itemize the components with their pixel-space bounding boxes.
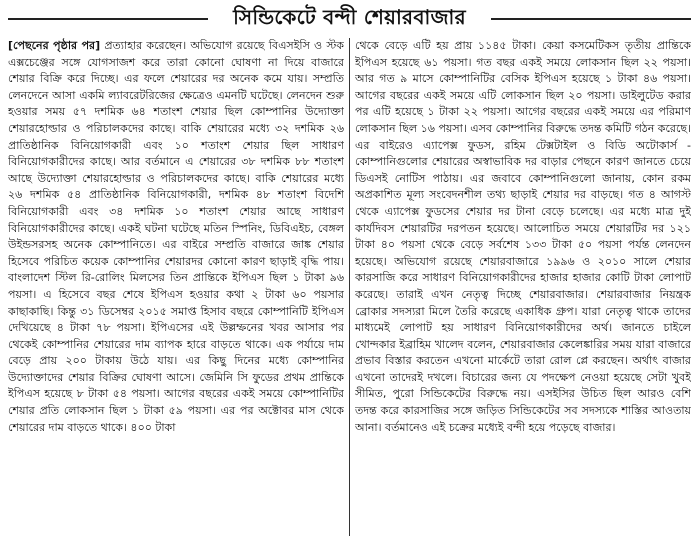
continued-kicker: [পেছনের পৃষ্ঠার পর] xyxy=(8,39,101,52)
article-columns xyxy=(8,38,691,536)
paragraph-left xyxy=(8,38,344,436)
headline-bar xyxy=(0,4,699,34)
column-divider xyxy=(349,38,350,536)
headline-rule-left xyxy=(8,18,208,20)
headline: সিন্ডিকেটে বন্দী শেয়ারবাজার xyxy=(225,3,474,36)
article-column-left xyxy=(8,38,344,536)
article-column-right xyxy=(355,38,691,536)
column-left-text: প্রত্যাহার করেছেন। অভিযোগ রয়েছে বিএসইসি ও স্টক এক্সচেঞ্জের সঙ্গে যোগসাজশ করে তারা কোনো ঘোষণা না দিয়ে বাজারে শেয়ার বিক্রি করে দিচ্ছে। এর ফলে শেয়ারের দর অনেক কমে যায়। সম্প্রতি লেনদেনে আসা একমি ল্যাবরেটরিজের ক্ষেত্রেও এমনটি ঘটেছে। লেনদেন শুরু হওয়ার সময় ৫৭ দশমিক ৬৪ শতাংশ শেয়ার ছিল কোম্পানির উদ্যোক্তা শেয়ারহোল্ডার ও পরিচালকদের কাছে। বাকি শেয়ারের মধ্যে ৩২ দশমিক ২৬ প্রাতিষ্ঠানিক বিনিয়োগকারী এবং ১০ শতাংশ শেয়ার ছিল সাধারণ বিনিয়োগকারীদের কাছে। আর বর্তমানে এ শেয়ারের ৩৮ দশমিক ৮৮ শতাংশ আছে উদ্যোক্তা শেয়ারহোল্ডার ও পরিচালকদের কাছে। বাকি শেয়ারের মধ্যে ২৬ দশমিক ৫৪ প্রাতিষ্ঠানিক বিনিয়োগকারী, দশমিক ৪৮ শতাংশ বিদেশি বিনিয়োগকারী এবং ৩৪ দশমিক ১০ শতাংশ শেয়ার আছে সাধারণ বিনিয়োগকারীদের কাছে। একই ঘটনা ঘটেছে মতিন স্পিনিং, ডিবিএইচ, বেঙ্গল উইন্ডসরসহ অনেক কোম্পানিতে। এর বাইরে সম্প্রতি বাজারে জাঙ্ক শেয়ার হিসেবে পরিচিত কয়েক কোম্পানির শেয়ারদর কোনো কারণ ছাড়াই বৃদ্ধি পায়। বাংলাদেশ স্টিল রি-রোলিং মিলসের তিন প্রান্তিকে ইপিএস ছিল ১ টাকা ৯৬ পয়সা। এ হিসেবে বছর শেষে ইপিএস হওয়ার কথা ২ টাকা ৬০ পয়সার কাছাকাছি। কিন্তু ৩১ ডিসেম্বর ২০১৫ সমাপ্ত হিসাব বছরে কোম্পানিটি ইপিএস দেখিয়েছে ৪ টাকা ৭৮ পয়সা। ইপিএসের এই উল্লম্ফনের খবর আসার পর থেকেই কোম্পানির শেয়ারের দাম ব্যাপক হারে বাড়তে থাকে। এক পর্যায়ে দাম বেড়ে প্রায় ২০০ টাকায় উঠে যায়। এর কিছু দিনের মধ্যে কোম্পানির উদ্যোক্তাদের শেয়ার বিক্রির ঘোষণা আসে। জেমিনি সি ফুডের প্রথম প্রান্তিকে ইপিএস হয়েছে ৮ টাকা ৫৪ পয়সা। আগের বছরের একই সময়ে কোম্পানিটির শেয়ার প্রতি লোকসান ছিল ১ টাকা ৫৯ পয়সা। এর পর অক্টোবর মাস থেকে শেয়ারের দাম বাড়তে থাকে। ৪০০ টাকা xyxy=(8,39,344,434)
headline-rule-right xyxy=(491,18,691,20)
column-right-text: থেকে বেড়ে এটি হয় প্রায় ১১৪৫ টাকা। কেয়া কসমেটিকস তৃতীয় প্রান্তিকে ইপিএস হয়েছে ৬১ পয়সা। গত বছর একই সময়ে লোকসান ছিল ২২ পয়সা। আর গত ৯ মাসে কোম্পানিটির বেসিক ইপিএস হয়েছে ১ টাকা ৪৬ পয়সা। আগের বছরের একই সময়ে এটি লোকসান ছিল ২০ পয়সা। ডাইলুটেড করার পর এটি হয়েছে ১ টাকা ২২ পয়সা। আগের বছরের একই সময়ে এর পরিমাণ লোকসান ছিল ১৬ পয়সা। এসব কোম্পানির বিরুদ্ধে তদন্ত কমিটি গঠন করেছে। এর বাইরেও এ্যাপেক্স ফুডস, রহিম টেক্সটাইল ও বিডি অটোকার্স - কোম্পানিগুলোর শেয়ারের অস্বাভাবিক দর বাড়ার পেছনে কারণ জানতে চেয়ে ডিএসই নোটিস পাঠায়। এর জবাবে কোম্পানিগুলো জানায়, কোন রকম অপ্রকাশিত মূল্য সংবেদনশীল তথ্য ছাড়াই শেয়ার দর বাড়ছে। গত ৪ আগস্ট থেকে এ্যাপেক্স ফুডসের শেয়ার দর টানা বেড়ে চলেছে। এর মধ্যে মাত্র দুই কার্যদিবস শেয়ারটির দরপতন হয়েছে। আলোচিত সময়ে শেয়ারটির দর ১২১ টাকা ৪০ পয়সা থেকে বেড়ে সর্বশেষ ১৩৩ টাকা ৫০ পয়সা পর্যন্ত লেনদেন হয়েছে। অভিযোগ রয়েছে শেয়ারবাজারে ১৯৯৬ ও ২০১০ সালে শেয়ার কারসাজি করে সাধারণ বিনিয়োগকারীদের হাজার হাজার কোটি টাকা লোপাট করেছে। তারাই এখন নেতৃত্ব দিচ্ছে শেয়ারবাজার। শেয়ারবাজার নিয়ন্ত্রক ব্রোকার সদস্যরা মিলে তৈরি করেছে একাধিক গ্রুপ। যারা নেতৃত্ব থাকে তাদের মাধ্যমেই লোপাট হয় সাধারণ বিনিয়োগকারীদের অর্থ। জানতে চাইলে খোন্দকার ইব্রাহিম খালেদ বলেন, শেয়ারবাজার কেলেঙ্কারির সময় যারা বাজারে প্রভাব বিস্তার করতেন এখনো মার্কেটে তারা রোল প্লে করছেন। অর্থাৎ বাজার এখনো তাদেরই দখলে। বিচারের জন্য যে পদক্ষেপ নেওয়া হয়েছে সেটা খুবই সীমিত, পুরো সিন্ডিকেটের বিরুদ্ধে নয়। এসইসির উচিত ছিল আরও বেশি তদন্ত করে কারসাজির সঙ্গে জড়িত সিন্ডিকেটের সব সদস্যকে শাস্তির আওতায় আনা। বর্তমানেও এই চক্রের মধ্যেই বন্দী হয়ে পড়েছে বাজার। xyxy=(355,39,691,434)
